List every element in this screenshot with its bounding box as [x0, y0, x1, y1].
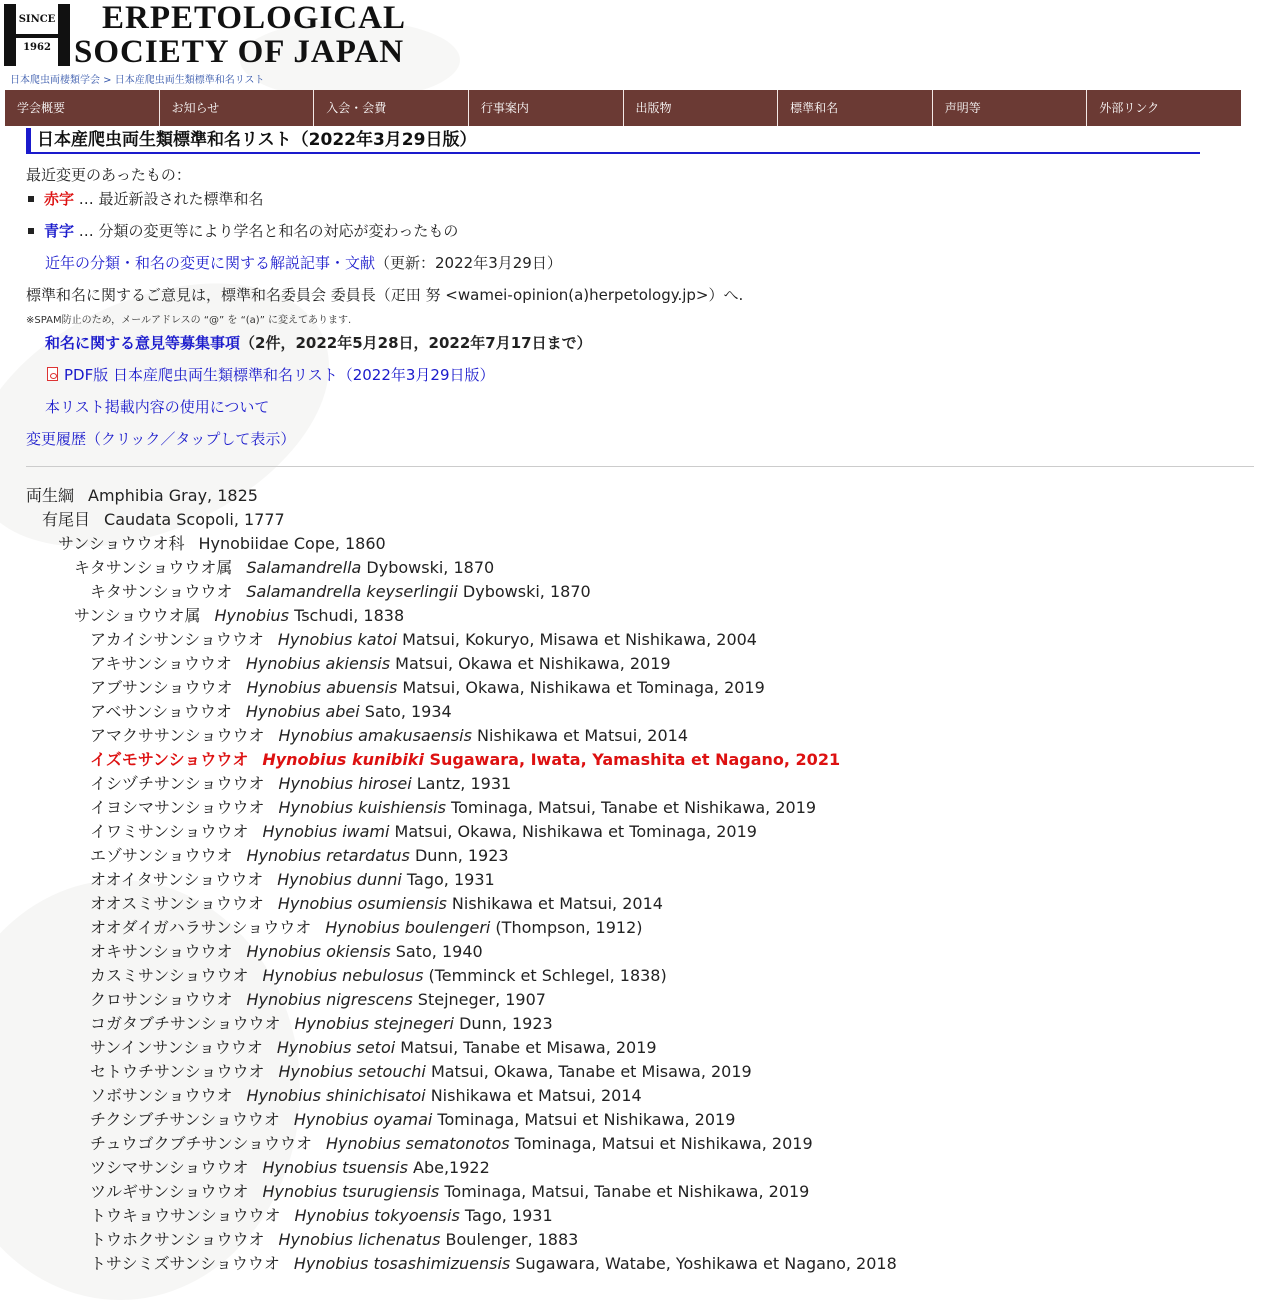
species-epithet: oyamai [368, 1110, 433, 1129]
logo-year: 1962 [23, 42, 51, 53]
scientific-name [262, 1158, 407, 1177]
species-epithet: boulengeri [399, 918, 491, 937]
species-row [90, 652, 671, 676]
japanese-name: イシヅチサンショウウオ [90, 774, 265, 793]
species-row [90, 1204, 553, 1228]
taxon-row [74, 556, 494, 580]
scientific-name [278, 1230, 440, 1249]
authority: Nishikawa et Matsui, 2014 [425, 1086, 642, 1105]
breadcrumb [10, 71, 265, 86]
genus-name: Hynobius [277, 894, 353, 913]
authority: Caudata Scopoli, 1777 [104, 510, 285, 529]
species-epithet: osumiensis [352, 894, 447, 913]
logo-since: SINCE [18, 14, 56, 25]
scientific-name [278, 1062, 425, 1081]
scientific-name [278, 894, 447, 913]
species-row [90, 1228, 578, 1252]
genus-name: Hynobius [245, 654, 321, 673]
scientific-name [246, 654, 390, 673]
species-row [90, 1252, 897, 1276]
species-row [90, 916, 643, 940]
species-epithet: kunibiki [346, 750, 424, 769]
japanese-name: アブサンショウウオ [90, 678, 233, 697]
species-epithet: retardatus [321, 846, 410, 865]
species-epithet: setouchi [353, 1062, 426, 1081]
species-row [90, 700, 452, 724]
pdf-icon [47, 367, 58, 381]
species-row [90, 820, 757, 844]
japanese-name: ツシマサンショウウオ [90, 1158, 249, 1177]
nav-item-news[interactable]: お知らせ [160, 90, 315, 126]
species-row [90, 940, 483, 964]
scientific-name [277, 1038, 395, 1057]
genus-name: Hynobius [278, 798, 353, 817]
legend-blue [28, 220, 458, 241]
japanese-name: トウホクサンショウウオ [90, 1230, 265, 1249]
nav-item-membership[interactable]: 入会・会費 [314, 90, 469, 126]
species-epithet: keyserlingii [361, 582, 458, 601]
species-epithet: tokyoensis [369, 1206, 460, 1225]
species-row [90, 580, 591, 604]
species-row [90, 1156, 490, 1180]
authority: Dybowski, 1870 [361, 558, 495, 577]
legend-blue-text: … 分類の変更等により学名と和名の対応が変わったもの [74, 222, 459, 240]
authority: Sato, 1940 [390, 942, 483, 961]
species-epithet: sematonotos [400, 1134, 510, 1153]
scientific-name [246, 582, 458, 601]
species-row [90, 1084, 642, 1108]
genus-name: Hynobius [262, 1158, 337, 1177]
nav-item-external-links[interactable]: 外部リンク [1099, 101, 1160, 115]
taxon-row [42, 508, 285, 532]
bullet-icon [28, 228, 34, 234]
genus-name: Hynobius [214, 606, 289, 625]
japanese-name: イズモサンショウウオ [90, 750, 249, 769]
japanese-name: コガタブチサンショウウオ [90, 1014, 281, 1033]
species-epithet: lichenatus [353, 1230, 441, 1249]
scientific-name [214, 606, 289, 625]
authority: (Temminck et Schlegel, 1838) [423, 966, 667, 985]
genus-name: Hynobius [262, 750, 347, 769]
opinion-text: 標準和名に関するご意見は，標準和名委員会 委員長（疋田 努 <wamei-opinion(a)herpetology.jp>）へ. [26, 286, 744, 304]
genus-name: Hynobius [294, 1206, 369, 1225]
scientific-name [294, 1014, 454, 1033]
japanese-name: キタサンショウウオ属 [74, 558, 233, 577]
species-row [90, 628, 757, 652]
call-for-opinions-text: （2件，2022年5月28日，2022年7月17日まで） [240, 334, 592, 352]
japanese-name: チュウゴクブチサンショウウオ [90, 1134, 313, 1153]
genus-name: Hynobius [278, 1230, 353, 1249]
main-nav [5, 90, 1241, 126]
genus-name: Hynobius [294, 1014, 369, 1033]
authority: Nishikawa et Matsui, 2014 [446, 894, 663, 913]
scientific-name [278, 630, 397, 649]
divider [26, 466, 1254, 467]
species-row [90, 796, 816, 820]
spam-note: ※SPAM防止のため，メールアドレスの “@” を “(a)” に変えてあります. [26, 315, 352, 326]
authority: Tominaga, Matsui, Tanabe et Nishikawa, 2019 [445, 798, 817, 817]
authority: Amphibia Gray, 1825 [88, 486, 258, 505]
species-epithet: shinichisatoi [321, 1086, 426, 1105]
scientific-name [326, 1134, 510, 1153]
authority: Tominaga, Matsui, Tanabe et Nishikawa, 2019 [439, 1182, 810, 1201]
scientific-name [262, 1182, 439, 1201]
species-epithet: kuishiensis [353, 798, 446, 817]
japanese-name: トウキョウサンショウウオ [90, 1206, 281, 1225]
japanese-name: イヨシマサンショウウオ [90, 798, 265, 817]
authority: Dunn, 1923 [454, 1014, 553, 1033]
taxon-row [26, 484, 258, 508]
legend-red [28, 188, 264, 209]
japanese-name: サンショウウオ科 [58, 534, 185, 553]
genus-name: Hynobius [278, 774, 353, 793]
japanese-name: 有尾目 [42, 510, 91, 529]
species-epithet: abei [320, 702, 360, 721]
recent-changes-label: 最近変更のあったもの： [26, 166, 191, 184]
scientific-name [278, 726, 471, 745]
species-epithet: nigrescens [321, 990, 413, 1009]
pdf-row [47, 364, 495, 385]
species-row [90, 1108, 735, 1132]
authority: Hynobiidae Cope, 1860 [198, 534, 386, 553]
species-epithet: katoi [352, 630, 398, 649]
authority: Tago, 1931 [459, 1206, 553, 1225]
authority: Boulenger, 1883 [440, 1230, 579, 1249]
species-epithet: amakusaensis [353, 726, 472, 745]
authority: Matsui, Okawa, Nishikawa et Tominaga, 2019 [397, 678, 765, 697]
japanese-name: エゾサンショウウオ [90, 846, 233, 865]
genus-name: Hynobius [277, 870, 352, 889]
scientific-name [294, 1110, 433, 1129]
genus-name: Hynobius [246, 678, 321, 697]
japanese-name: オオスミサンショウウオ [90, 894, 264, 913]
nav-item-publications[interactable]: 出版物 [624, 90, 779, 126]
scientific-name [278, 798, 445, 817]
logo-title-line1: ERPETOLOGICAL [102, 0, 406, 36]
articles-link[interactable]: 近年の分類・和名の変更に関する解説記事・文献 [45, 254, 376, 272]
authority: Matsui, Tanabe et Misawa, 2019 [395, 1038, 657, 1057]
call-for-opinions-link[interactable]: 和名に関する意見等募集事項 [45, 334, 241, 352]
authority: Nishikawa et Matsui, 2014 [471, 726, 689, 745]
japanese-name: アキサンショウウオ [90, 654, 232, 673]
japanese-name: チクシブチサンショウウオ [90, 1110, 280, 1129]
japanese-name: クロサンショウウオ [90, 990, 233, 1009]
species-row [90, 676, 765, 700]
authority: Tominaga, Matsui et Nishikawa, 2019 [509, 1134, 813, 1153]
species-epithet: dunni [351, 870, 402, 889]
breadcrumb-separator: > [100, 75, 115, 86]
japanese-name: セトウチサンショウウオ [90, 1062, 265, 1081]
site-logo[interactable] [4, 2, 444, 68]
usage-link[interactable]: 本リスト掲載内容の使用について [45, 398, 270, 416]
scientific-name [325, 918, 490, 937]
species-epithet: akiensis [320, 654, 391, 673]
japanese-name: ツルギサンショウウオ [90, 1182, 249, 1201]
scientific-name [262, 966, 423, 985]
species-row [90, 868, 495, 892]
japanese-name: オオダイガハラサンショウウオ [90, 918, 312, 937]
genus-name: Hynobius [293, 1110, 369, 1129]
genus-name: Hynobius [276, 1038, 352, 1057]
species-row [90, 772, 511, 796]
nav-item-about[interactable]: 学会概要 [5, 90, 160, 126]
legend-blue-label: 青字 [44, 222, 75, 240]
genus-name: Hynobius [262, 1182, 337, 1201]
scientific-name [246, 1086, 425, 1105]
genus-name: Hynobius [246, 942, 321, 961]
species-row [90, 1132, 813, 1156]
articles-row [45, 252, 562, 273]
species-epithet: okiensis [321, 942, 391, 961]
logo-title-line2: SOCIETY OF JAPAN [74, 34, 405, 70]
japanese-name: 両生綱 [26, 486, 75, 505]
scientific-name [246, 846, 409, 865]
genus-name: Hynobius [278, 1062, 353, 1081]
taxon-row [58, 532, 386, 556]
species-row [90, 988, 546, 1012]
genus-name: Hynobius [246, 1086, 321, 1105]
authority: Matsui, Okawa, Tanabe et Misawa, 2019 [425, 1062, 752, 1081]
legend-red-text: … 最近新設された標準和名 [74, 190, 264, 208]
authority: Abe,1922 [407, 1158, 490, 1177]
articles-update: （更新：2022年3月29日） [375, 254, 562, 272]
species-row [90, 1060, 752, 1084]
authority: Matsui, Kokuryo, Misawa et Nishikawa, 2004 [397, 630, 757, 649]
species-row [90, 844, 509, 868]
scientific-name [246, 942, 390, 961]
genus-name: Hynobius [246, 990, 321, 1009]
genus-name: Hynobius [277, 630, 353, 649]
scientific-name [294, 1254, 510, 1273]
species-row [90, 1012, 553, 1036]
genus-name: Salamandrella [246, 582, 362, 601]
japanese-name: サンインサンショウウオ [90, 1038, 263, 1057]
genus-name: Hynobius [245, 702, 321, 721]
history-toggle[interactable]: 変更履歴（クリック／タップして表示） [26, 430, 296, 448]
japanese-name: アカイシサンショウウオ [90, 630, 264, 649]
species-row [90, 964, 667, 988]
species-epithet: hirosei [353, 774, 412, 793]
genus-name: Hynobius [293, 1254, 369, 1273]
nav-item-events[interactable]: 行事案内 [469, 90, 624, 126]
authority: Sugawara, Watabe, Yoshikawa et Nagano, 2018 [510, 1254, 897, 1273]
genus-name: Hynobius [262, 966, 337, 985]
species-row [90, 724, 688, 748]
species-epithet: tsurugiensis [337, 1182, 440, 1201]
logo-h-emblem [4, 4, 70, 66]
authority: Sato, 1934 [359, 702, 452, 721]
japanese-name: ソボサンショウウオ [90, 1086, 233, 1105]
species-epithet: tsuensis [337, 1158, 408, 1177]
species-epithet: stejnegeri [369, 1014, 454, 1033]
authority: Tago, 1931 [401, 870, 495, 889]
nav-item-standard-names[interactable]: 標準和名 [778, 90, 933, 126]
scientific-name [262, 822, 389, 841]
bullet-icon [28, 196, 34, 202]
genus-name: Hynobius [278, 726, 353, 745]
species-epithet: iwami [337, 822, 390, 841]
japanese-name: トサシミズサンショウウオ [90, 1254, 280, 1273]
species-row [90, 1036, 657, 1060]
scientific-name [294, 1206, 459, 1225]
japanese-name: アベサンショウウオ [90, 702, 232, 721]
genus-name: Hynobius [262, 822, 337, 841]
authority: Lantz, 1931 [411, 774, 512, 793]
authority: Sugawara, Iwata, Yamashita et Nagano, 2021 [423, 750, 841, 769]
genus-name: Hynobius [326, 1134, 401, 1153]
pdf-link[interactable]: PDF版 日本産爬虫両生類標準和名リスト（2022年3月29日版） [64, 366, 495, 384]
authority: Matsui, Okawa, Nishikawa et Tominaga, 2019 [389, 822, 757, 841]
scientific-name [246, 990, 412, 1009]
authority: Tschudi, 1838 [289, 606, 405, 625]
genus-name: Salamandrella [246, 558, 362, 577]
scientific-name [246, 702, 360, 721]
authority: (Thompson, 1912) [490, 918, 643, 937]
authority: Stejneger, 1907 [412, 990, 546, 1009]
japanese-name: オオイタサンショウウオ [90, 870, 264, 889]
species-epithet: tosashimizuensis [368, 1254, 511, 1273]
species-row [90, 748, 840, 772]
nav-item-statements[interactable]: 声明等 [933, 90, 1088, 126]
scientific-name [246, 678, 397, 697]
breadcrumb-current-link[interactable]: 日本産爬虫両生類標準和名リスト [114, 75, 265, 86]
genus-name: Hynobius [246, 846, 321, 865]
page-title: 日本産爬虫両生類標準和名リスト（2022年3月29日版） [26, 128, 1200, 154]
scientific-name [277, 870, 402, 889]
scientific-name [262, 750, 424, 769]
japanese-name: カスミサンショウウオ [90, 966, 249, 985]
japanese-name: サンショウウオ属 [74, 606, 201, 625]
japanese-name: キタサンショウウオ [90, 582, 233, 601]
call-row [45, 332, 592, 353]
species-row [90, 1180, 809, 1204]
scientific-name [246, 558, 361, 577]
species-row [90, 892, 663, 916]
scientific-name [278, 774, 411, 793]
authority: Matsui, Okawa et Nishikawa, 2019 [390, 654, 671, 673]
species-epithet: setoi [351, 1038, 396, 1057]
authority: Tominaga, Matsui et Nishikawa, 2019 [432, 1110, 736, 1129]
authority: Dybowski, 1870 [457, 582, 591, 601]
species-epithet: abuensis [321, 678, 398, 697]
species-epithet: nebulosus [337, 966, 424, 985]
japanese-name: オキサンショウウオ [90, 942, 233, 961]
legend-red-label: 赤字 [44, 190, 75, 208]
authority: Dunn, 1923 [409, 846, 509, 865]
taxon-row [74, 604, 404, 628]
genus-name: Hynobius [325, 918, 400, 937]
japanese-name: イワミサンショウウオ [90, 822, 249, 841]
breadcrumb-home-link[interactable]: 日本爬虫両棲類学会 [10, 75, 100, 86]
japanese-name: アマクササンショウウオ [90, 726, 265, 745]
